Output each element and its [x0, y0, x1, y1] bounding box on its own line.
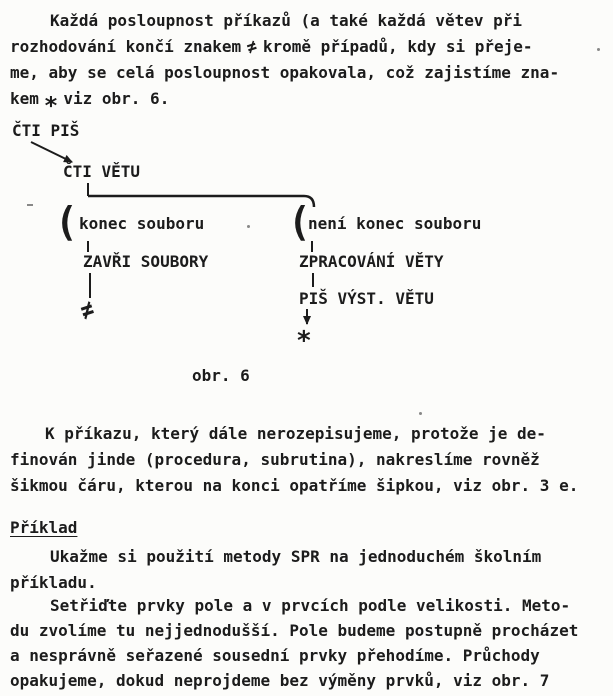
intro-line-4-pre: kem	[10, 89, 39, 108]
intro-line-4: kem ∗ viz obr. 6.	[10, 87, 170, 116]
example-task-paragraph	[10, 593, 606, 693]
example-heading: Příklad	[10, 518, 78, 537]
example-intro-line-2: příkladu.	[10, 573, 97, 592]
intro-line-2-pre: rozhodování končí znakem	[10, 37, 242, 56]
end-of-sequence-marker-icon: ≠	[243, 34, 260, 59]
example-task-line-2: du zvolíme tu nejjednodušší. Pole budeme postupně procházet	[10, 621, 579, 640]
left-branch-action: ZAVŘI SOUBORY	[83, 252, 209, 271]
right-branch-repeat-marker-icon: ∗	[296, 321, 312, 351]
intro-paragraph	[10, 8, 606, 116]
flowchart-refined-node: ČTI VĚTU	[63, 162, 141, 181]
intro-line-2	[10, 34, 606, 60]
intro-line-2-post: kromě případů, kdy si přeje-	[262, 37, 533, 56]
example-intro-paragraph	[10, 544, 606, 596]
intro-line-1: Každá posloupnost příkazů (a také každá větev při	[50, 11, 523, 30]
scan-speck	[247, 225, 250, 228]
figure-caption: obr. 6	[192, 366, 250, 385]
intro-line-4-post: viz obr. 6.	[63, 89, 170, 108]
scan-speck	[419, 412, 422, 415]
procedure-line-1: K příkazu, který dále nerozepisujeme, protože je de-	[45, 424, 546, 443]
left-branch-condition: konec souboru	[79, 214, 205, 233]
procedure-line-2: finován jinde (procedura, subrutina), nakreslíme rovněž	[10, 450, 540, 469]
example-intro-line-1: Ukažme si použití metody SPR na jednoduchém školním	[50, 547, 542, 566]
right-branch-action-1: ZPRACOVÁNÍ VĚTY	[299, 252, 444, 271]
procedure-line-3: šikmou čáru, kterou na konci opatříme šipkou, viz obr. 3 e.	[10, 476, 579, 495]
scan-speck	[27, 204, 33, 206]
procedure-note-paragraph	[10, 421, 606, 499]
right-branch-condition: není konec souboru	[308, 214, 482, 233]
left-branch-paren-icon: (	[55, 198, 78, 246]
intro-line-3: me, aby se celá posloupnost opakovala, což zajistíme zna-	[10, 63, 560, 82]
flowchart-figure	[0, 118, 613, 350]
right-branch-action-2: PIŠ VÝST. VĚTU	[299, 289, 434, 308]
example-task-line-4: opakujeme, dokud neprojdeme bez výměny prvků, viz obr. 7	[10, 671, 550, 690]
example-task-line-3: a nesprávně seřazené sousední prvky přehodíme. Průchody	[10, 646, 540, 665]
right-branch-paren-icon: (	[288, 198, 311, 246]
example-task-line-1: Setřiďte prvky pole a v prvcích podle velikosti. Meto-	[50, 596, 571, 615]
left-branch-end-marker-icon: ≠	[76, 293, 98, 327]
scan-speck	[597, 48, 600, 51]
flowchart-root-node: ČTI PIŠ	[12, 121, 80, 140]
